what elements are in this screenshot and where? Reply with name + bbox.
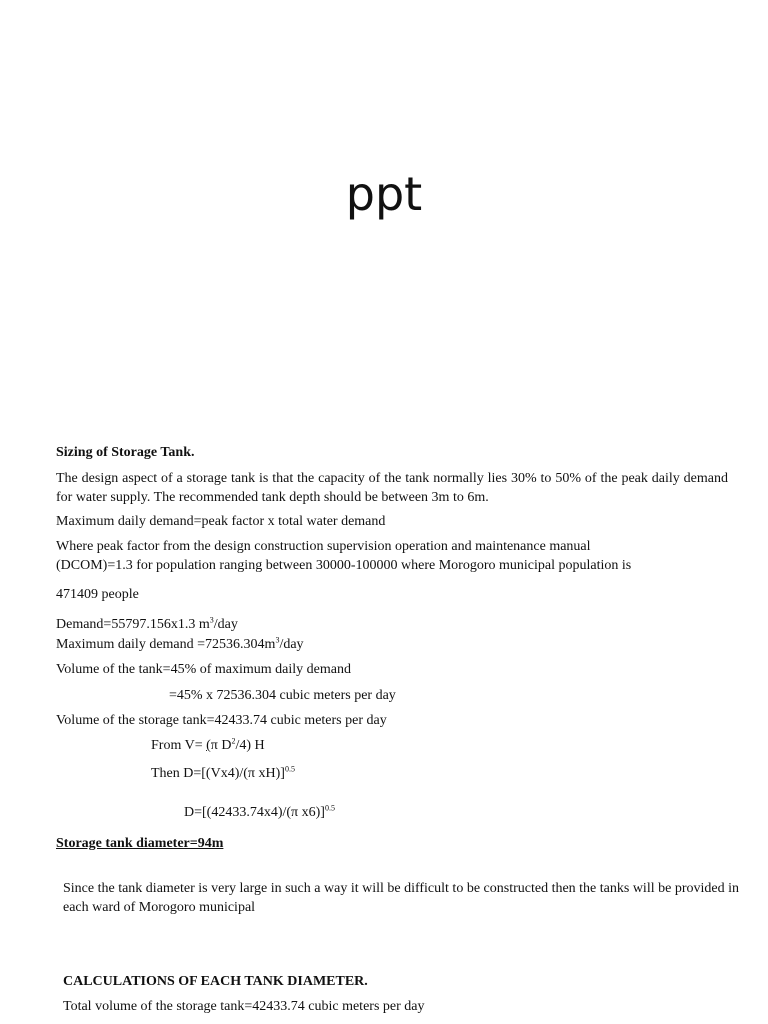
max-daily-demand-unit: /day bbox=[279, 637, 304, 652]
max-daily-demand-result bbox=[56, 636, 304, 654]
volume-formula-suffix: /4) H bbox=[235, 738, 265, 753]
population-value: 471409 people bbox=[56, 587, 139, 602]
volume-formula-pi-d: π D bbox=[210, 738, 232, 753]
demand-calculation-text: Demand=55797.156x1.3 m bbox=[56, 617, 210, 632]
total-volume: Total volume of the storage tank=42433.74 cubic meters per day bbox=[63, 999, 425, 1014]
max-daily-demand-definition: Maximum daily demand=peak factor x total water demand bbox=[56, 514, 386, 529]
max-daily-demand-exponent: 3 bbox=[275, 635, 280, 645]
volume-result: Volume of the storage tank=42433.74 cubic meters per day bbox=[56, 713, 387, 728]
peak-factor-line-1: Where peak factor from the design construction supervision operation and maintenance manual bbox=[56, 539, 591, 554]
volume-formula-paren: ( bbox=[206, 738, 211, 753]
max-daily-demand-text: Maximum daily demand =72536.304m bbox=[56, 637, 276, 652]
diameter-substitution-exponent: 0.5 bbox=[324, 803, 335, 813]
calculations-heading: CALCULATIONS OF EACH TANK DIAMETER. bbox=[63, 974, 368, 989]
volume-definition: Volume of the tank=45% of maximum daily demand bbox=[56, 662, 351, 677]
diameter-result: Storage tank diameter=94m bbox=[56, 836, 224, 851]
diameter-formula bbox=[151, 765, 295, 783]
diameter-substitution bbox=[184, 804, 335, 822]
intro-paragraph: The design aspect of a storage tank is that the capacity of the tank normally lies 30% to 50% of the peak daily demand for water supply. The recommended tank depth should be between 3m to 6m. bbox=[56, 471, 728, 505]
diameter-formula-text: Then D=[(Vx4)/(π xH)] bbox=[151, 766, 285, 781]
diameter-substitution-text: D=[(42433.74x4)/(π x6)] bbox=[184, 805, 325, 820]
volume-formula bbox=[151, 737, 265, 755]
construction-note: Since the tank diameter is very large in such a way it will be difficult to be constructed then the tanks will be provided in each ward of Morogoro municipal bbox=[63, 881, 739, 915]
volume-formula-exponent: 2 bbox=[231, 736, 236, 746]
volume-calculation: =45% x 72536.304 cubic meters per day bbox=[169, 688, 396, 703]
demand-calculation-unit: /day bbox=[213, 617, 238, 632]
volume-formula-prefix: From V= bbox=[151, 738, 207, 753]
demand-calculation-exponent: 3 bbox=[209, 615, 214, 625]
page-title: ppt bbox=[345, 167, 423, 221]
diameter-formula-exponent: 0.5 bbox=[284, 764, 295, 774]
peak-factor-line-2: (DCOM)=1.3 for population ranging between 30000-100000 where Morogoro municipal population is bbox=[56, 558, 632, 573]
demand-calculation bbox=[56, 616, 238, 634]
section-heading: Sizing of Storage Tank. bbox=[56, 445, 195, 460]
